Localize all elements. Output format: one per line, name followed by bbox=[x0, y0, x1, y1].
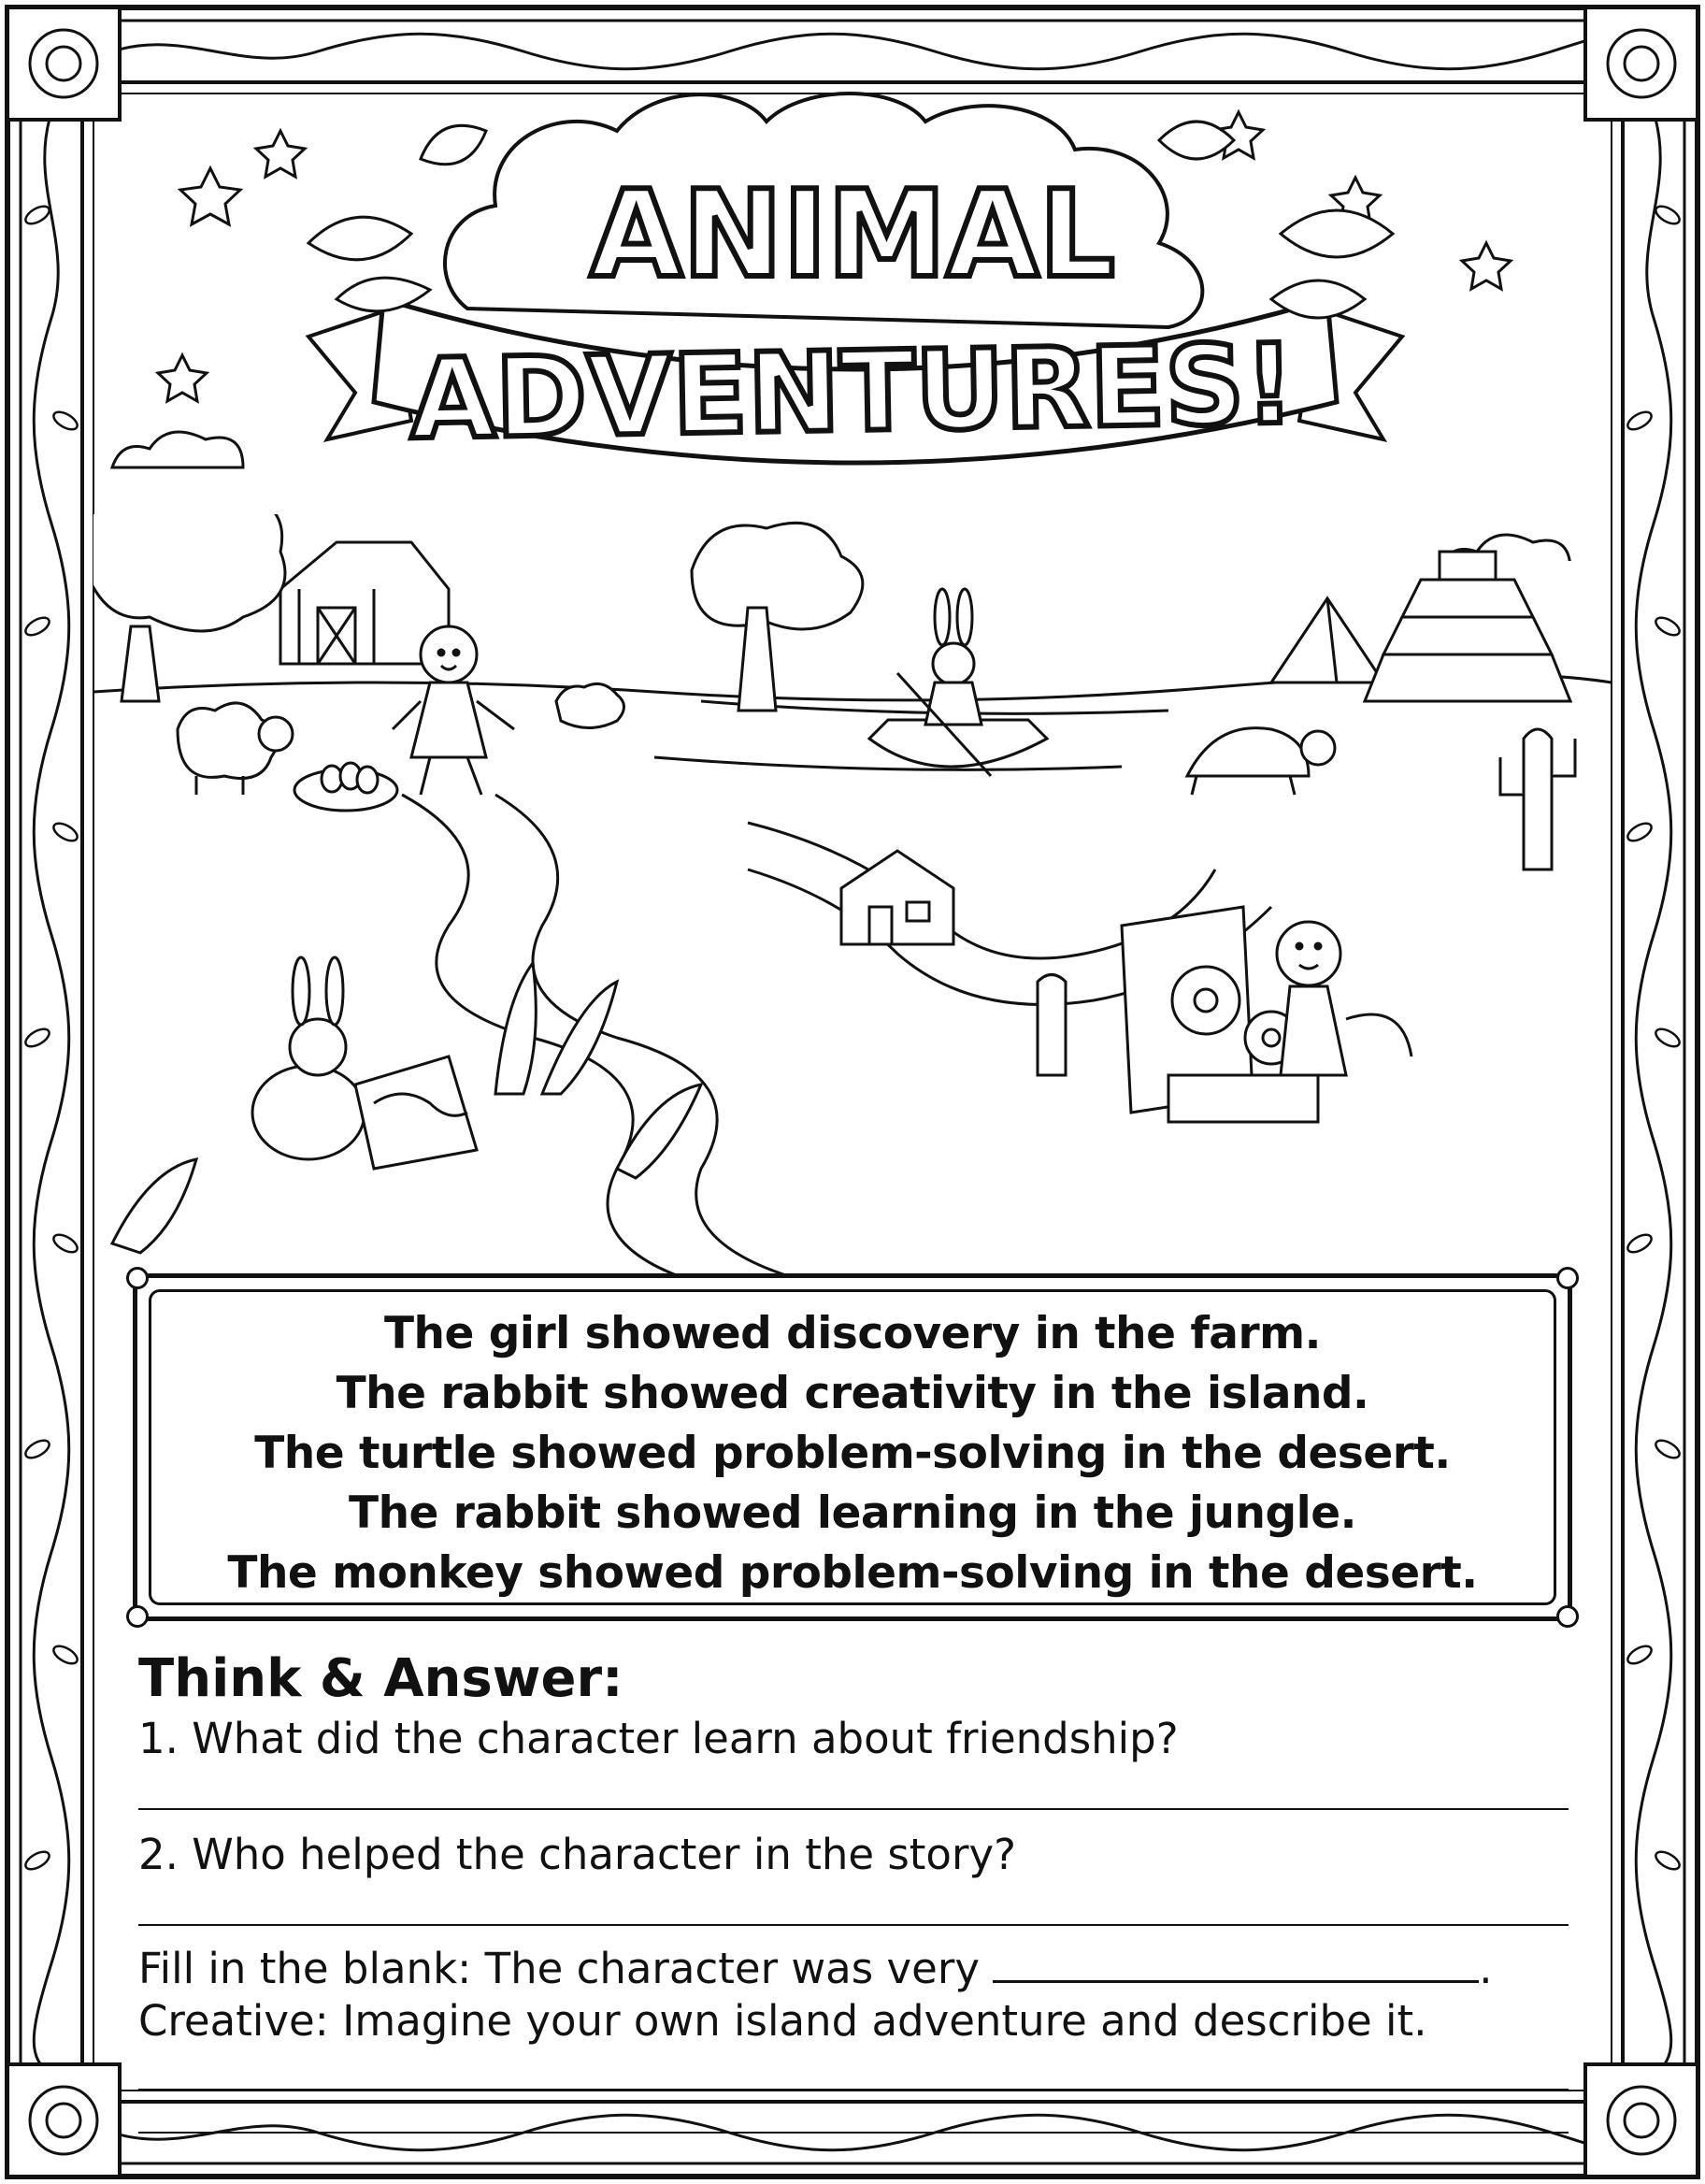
answer-line[interactable] bbox=[138, 2132, 1569, 2134]
story-box bbox=[133, 1273, 1572, 1621]
temple-icon bbox=[1365, 552, 1570, 701]
fill-in-blank-prompt: Fill in the blank: The character was very bbox=[138, 1944, 980, 1993]
answer-line[interactable] bbox=[138, 2089, 1569, 2091]
corner-ornament-icon bbox=[1556, 1605, 1579, 1628]
title-line-2: ADVENTURES! bbox=[408, 319, 1297, 465]
story-sentence: The rabbit showed learning in the jungle. bbox=[349, 1487, 1356, 1539]
think-and-answer-section bbox=[138, 1645, 1569, 2180]
adventure-scene bbox=[93, 514, 1612, 1281]
sheep-icon bbox=[178, 683, 624, 795]
fill-in-blank-period: . bbox=[1479, 1944, 1493, 1993]
answer-line[interactable] bbox=[138, 2175, 1569, 2177]
question-1: 1. What did the character learn about friendship? bbox=[138, 1714, 1179, 1763]
rabbit-boat-icon bbox=[869, 589, 1047, 776]
turtle-icon bbox=[1187, 728, 1335, 795]
creative-prompt: Creative: Imagine your own island adventure and describe it. bbox=[138, 1996, 1427, 2046]
question-2: 2. Who helped the character in the story? bbox=[138, 1830, 1016, 1879]
pyramid-icon bbox=[1271, 598, 1383, 682]
fill-in-blank bbox=[138, 1943, 1569, 1995]
corner-ornament-icon bbox=[1556, 1267, 1579, 1289]
title-line-1: ANIMAL bbox=[590, 165, 1115, 305]
corner-ornament-icon bbox=[126, 1605, 149, 1628]
title-banner bbox=[0, 0, 1705, 561]
nest-icon bbox=[294, 763, 397, 811]
section-heading: Think & Answer: bbox=[138, 1648, 623, 1709]
story-sentence: The turtle showed problem-solving in the desert. bbox=[254, 1428, 1451, 1479]
tree-icon bbox=[93, 514, 285, 701]
cactus-icon bbox=[1500, 729, 1575, 869]
story-sentence: The monkey showed problem-solving in the desert. bbox=[227, 1547, 1478, 1599]
rabbit-map-icon bbox=[252, 957, 477, 1169]
monkey-gears-icon bbox=[1122, 907, 1411, 1122]
answer-line[interactable] bbox=[138, 1924, 1569, 1926]
answer-line[interactable] bbox=[138, 1808, 1569, 1810]
story-sentence: The rabbit showed creativity in the island. bbox=[336, 1368, 1369, 1419]
blank-field[interactable] bbox=[993, 1943, 1479, 1983]
story-sentence: The girl showed discovery in the farm. bbox=[383, 1308, 1322, 1359]
corner-ornament-icon bbox=[126, 1267, 149, 1289]
